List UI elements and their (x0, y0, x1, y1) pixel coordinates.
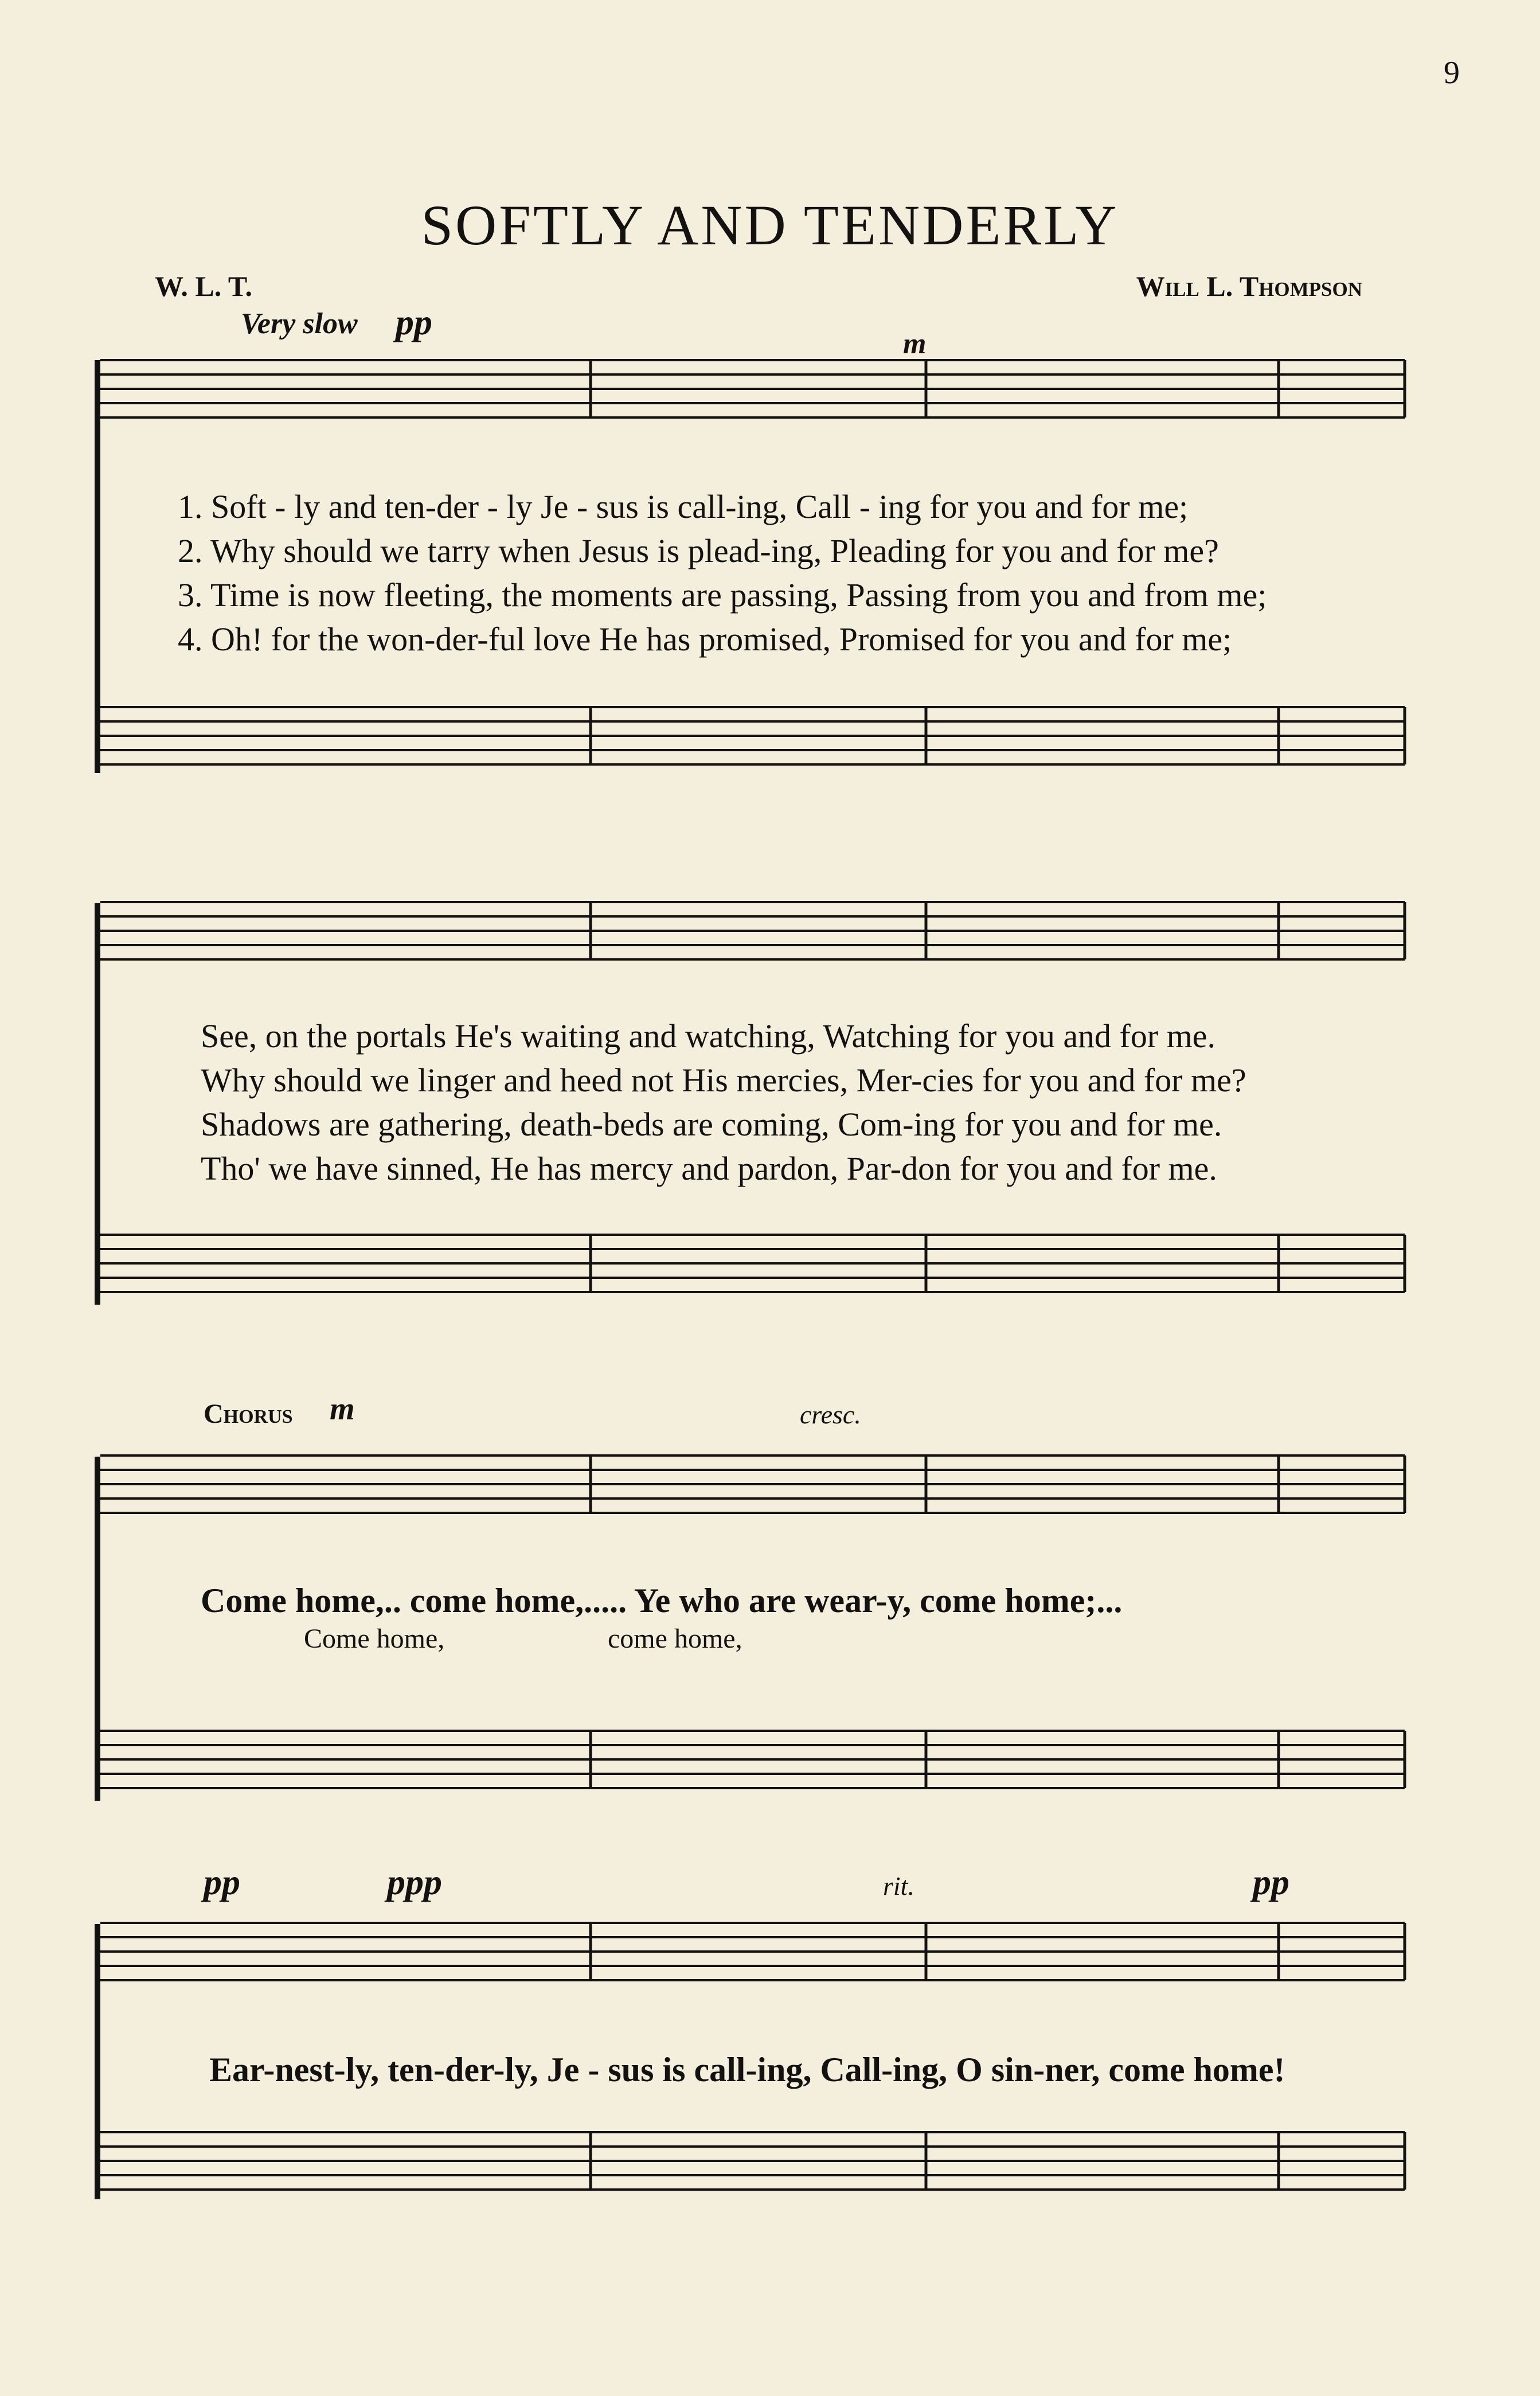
bass-staff (0, 1219, 1540, 1305)
verse-line-3: 3. Time is now fleeting, the moments are passing, Passing from you and from me; (178, 576, 1267, 614)
chorus-label: Chorus (204, 1399, 293, 1429)
bass-staff (0, 2116, 1540, 2202)
dynamic-ppp: ppp (387, 1862, 442, 1902)
verse-line-4: 4. Oh! for the won-der-ful love He has promised, Promised for you and for me; (178, 621, 1232, 658)
final-lyrics: Ear-nest-ly, ten-der-ly, Je - sus is call-ing, Call-ing, O sin-ner, come home! (209, 2051, 1285, 2089)
treble-staff (0, 886, 1540, 972)
chorus-lyrics: Come home,.. come home,..... Ye who are wear-y, come home;... (201, 1582, 1123, 1620)
bass-lyrics-1: Come home, (304, 1624, 445, 1654)
composer-credit: Will L. Thompson (1136, 270, 1362, 302)
treble-staff (0, 1439, 1540, 1525)
verse-line-3-cont: Shadows are gathering, death-beds are coming, Com-ing for you and for me. (201, 1106, 1222, 1143)
treble-staff (0, 344, 1540, 424)
tempo-marking: Very slow (241, 307, 358, 340)
page-number: 9 (1444, 55, 1460, 91)
bass-staff (0, 1715, 1540, 1801)
verse-line-1: 1. Soft - ly and ten-der - ly Je - sus is call-ing, Call - ing for you and for me; (178, 488, 1189, 525)
dynamic-m: m (903, 327, 927, 360)
bass-staff (0, 691, 1540, 777)
dynamic-pp: pp (396, 302, 432, 342)
ritardando-marking: rit. (883, 1871, 914, 1901)
bass-lyrics-2: come home, (608, 1624, 742, 1654)
author-credit: W. L. T. (155, 270, 252, 302)
verse-line-1-cont: See, on the portals He's waiting and watching, Watching for you and for me. (201, 1017, 1216, 1055)
verse-line-2-cont: Why should we linger and heed not His mercies, Mer-cies for you and for me? (201, 1062, 1246, 1099)
hymn-title: SOFTLY AND TENDERLY (421, 193, 1119, 257)
dynamic-pp: pp (1253, 1862, 1289, 1902)
dynamic-m: m (330, 1391, 355, 1427)
dynamic-pp: pp (204, 1862, 240, 1902)
crescendo-marking: cresc. (800, 1400, 861, 1429)
verse-line-4-cont: Tho' we have sinned, He has mercy and pardon, Par-don for you and for me. (201, 1150, 1217, 1187)
treble-staff (0, 1907, 1540, 1993)
verse-line-2: 2. Why should we tarry when Jesus is plead-ing, Pleading for you and for me? (178, 532, 1219, 569)
